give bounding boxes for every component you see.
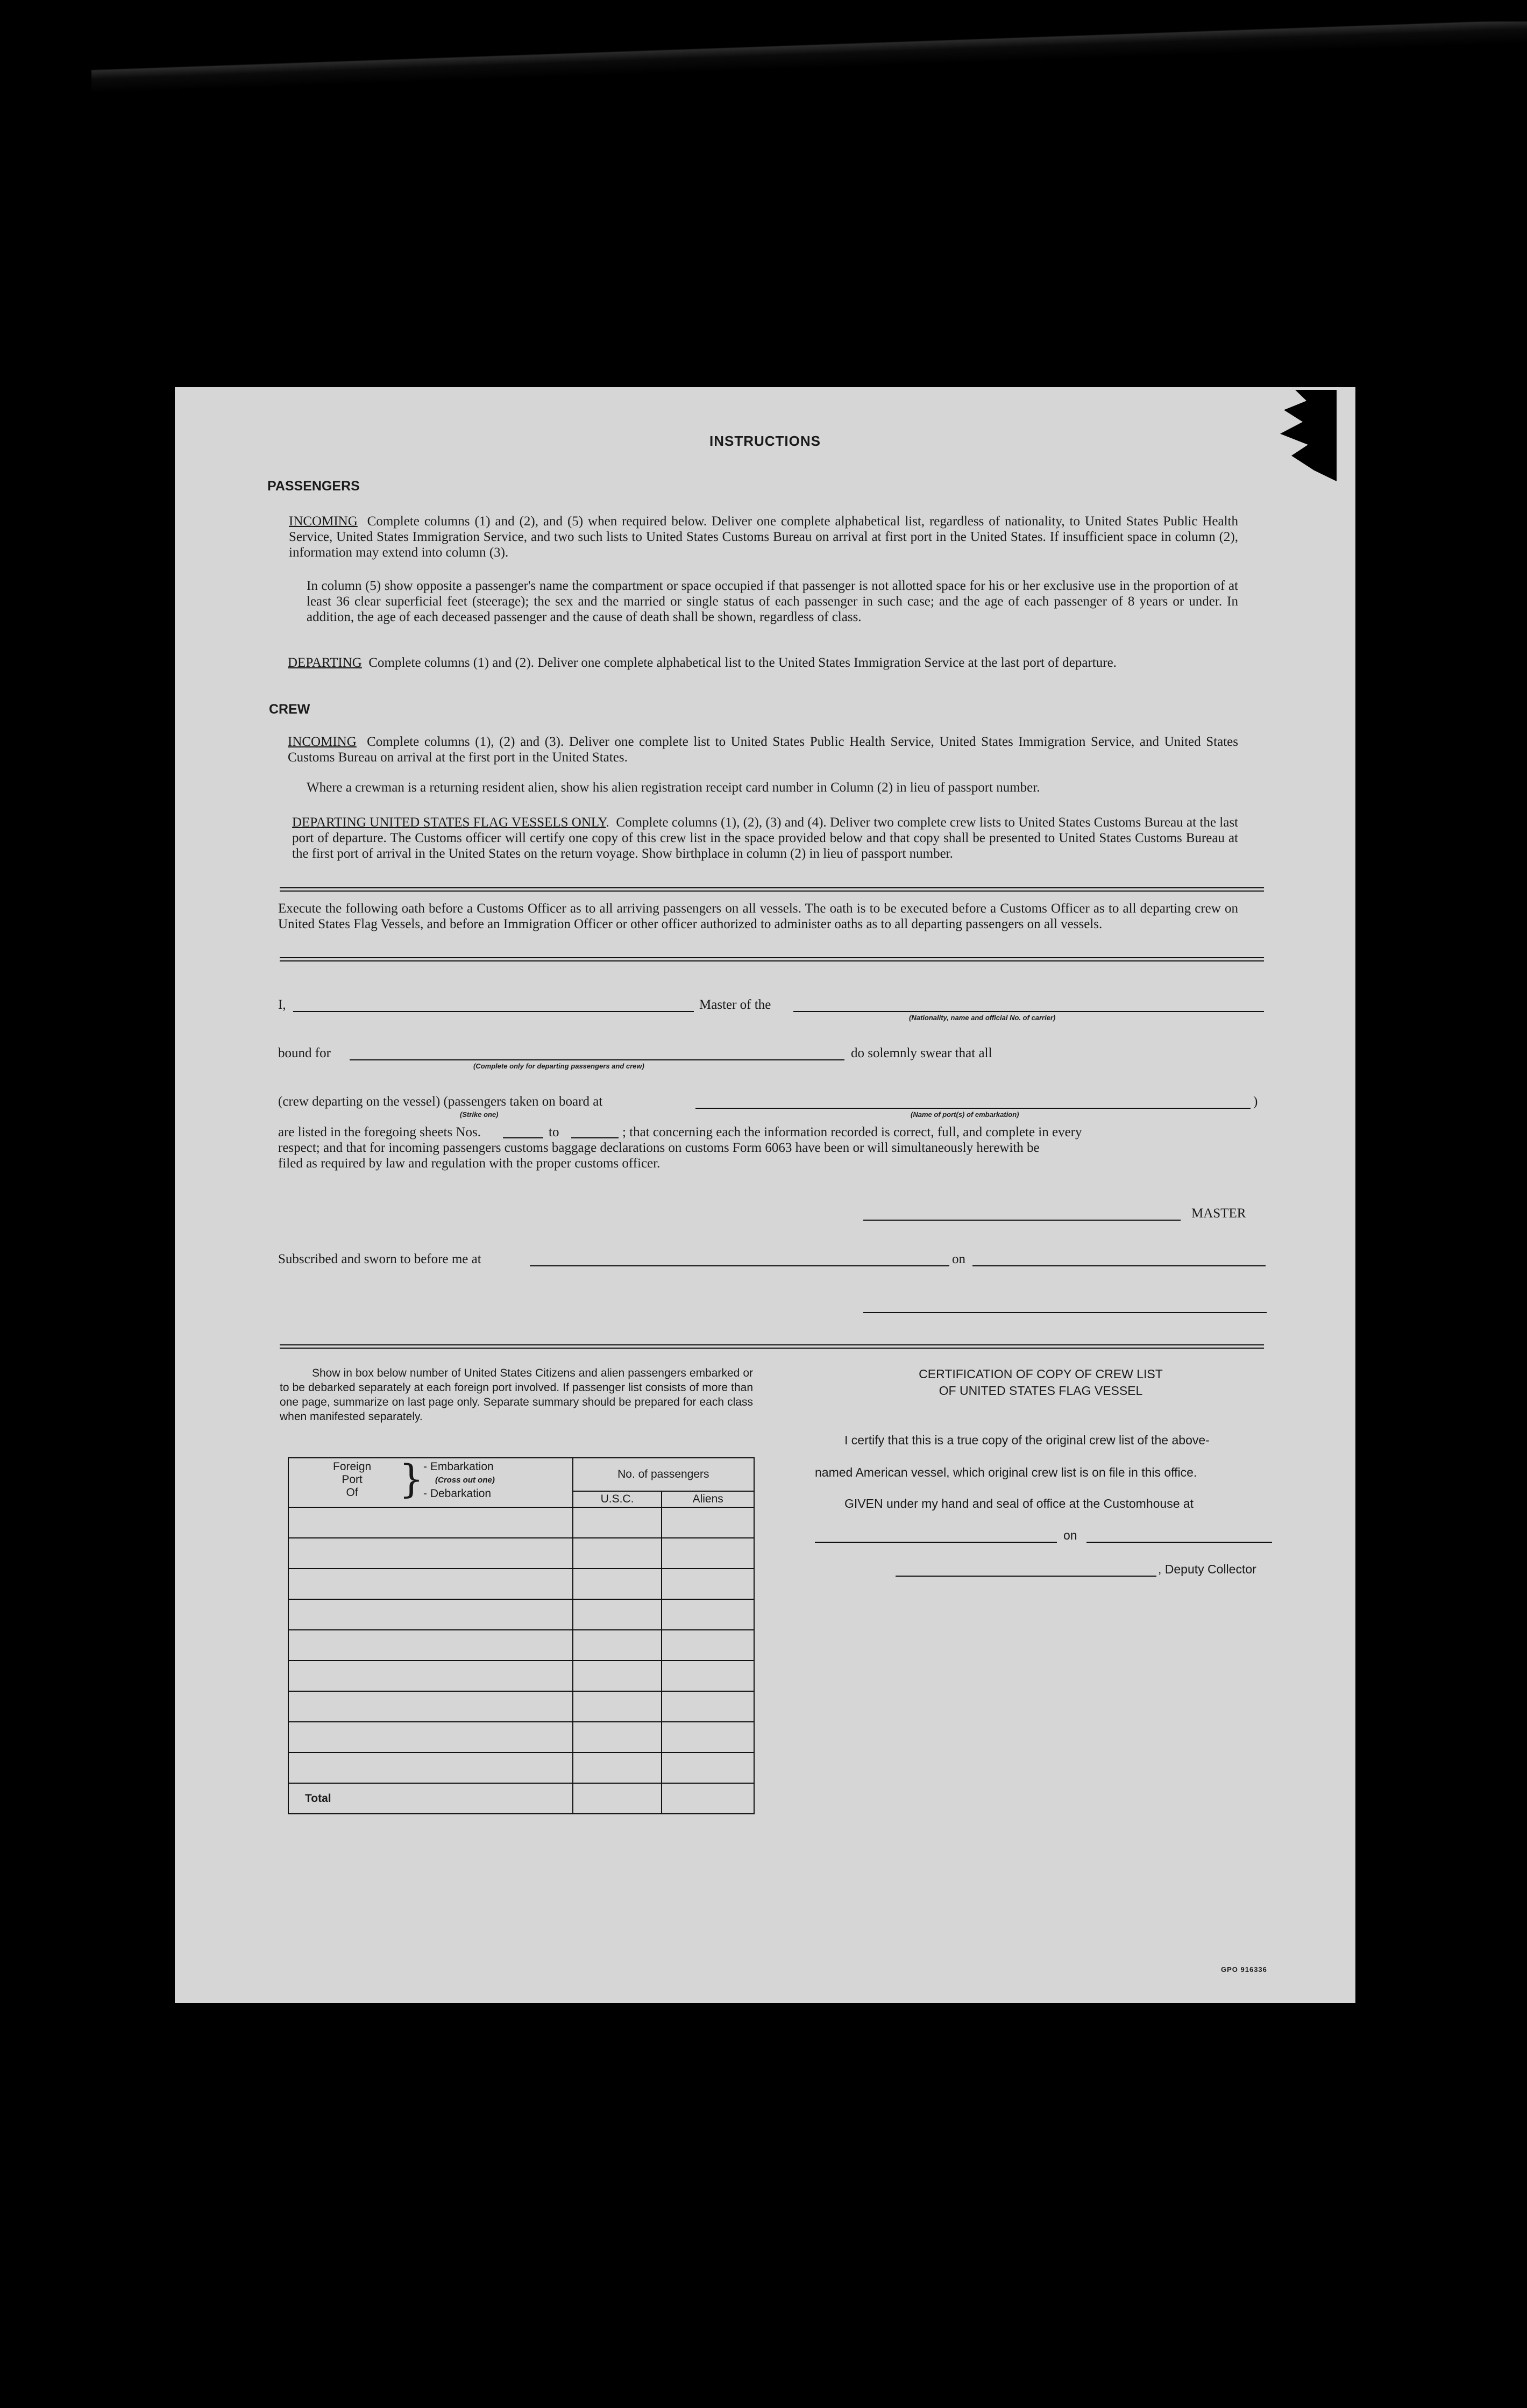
total-usc-cell[interactable]: [573, 1783, 662, 1814]
total-aliens-cell[interactable]: [662, 1783, 754, 1814]
certification-given: GIVEN under my hand and seal of office at the Customhouse at: [844, 1497, 1194, 1511]
port-cell[interactable]: [288, 1630, 573, 1661]
aliens-cell[interactable]: [662, 1599, 754, 1630]
film-edge: [91, 22, 1527, 91]
master-label: MASTER: [1191, 1206, 1246, 1221]
form-page: [175, 387, 1355, 2003]
usc-cell[interactable]: [573, 1507, 662, 1538]
subscribed-label: Subscribed and sworn to before me at: [278, 1252, 481, 1266]
cross-out-label: (Cross out one): [435, 1476, 495, 1485]
usc-cell[interactable]: [573, 1691, 662, 1722]
usc-cell[interactable]: [573, 1630, 662, 1661]
crew-heading: CREW: [269, 702, 310, 717]
port-cell[interactable]: [288, 1752, 573, 1783]
carrier-field[interactable]: [793, 1011, 1264, 1012]
no-passengers-header: No. of passengers: [573, 1458, 754, 1491]
port-cell[interactable]: [288, 1691, 573, 1722]
usc-cell[interactable]: [573, 1569, 662, 1599]
usc-cell[interactable]: [573, 1538, 662, 1569]
usc-cell[interactable]: [573, 1722, 662, 1752]
usc-cell[interactable]: [573, 1661, 662, 1691]
master-name-field[interactable]: [293, 1011, 694, 1012]
port-cell[interactable]: [288, 1538, 573, 1569]
port-cell[interactable]: [288, 1661, 573, 1691]
oath-intro: Execute the following oath before a Customs Officer as to all arriving passengers on all vessels. The oath is to be executed before a Customs Officer as to all departing crew on United States Flag Vessels, and before an Immigration Officer or other officer authorized to administer oaths as to all departing passengers on all vessels.: [278, 901, 1238, 931]
aliens-header: Aliens: [662, 1491, 754, 1507]
subscribed-place-field[interactable]: [530, 1265, 949, 1266]
page-title: INSTRUCTIONS: [709, 433, 821, 449]
crew-incoming-paragraph: [288, 734, 1238, 765]
crew-departing-text: Complete columns (1), (2), (3) and (4). Deliver two complete crew lists to United States Customs Bureau at the last port of departure. The Customs officer will certify one copy of this crew list in the space provided below and that copy shall be presented to United States Customs Bureau at the first port of arrival in the United States on the return voyage. Show birthplace in column (2) in lieu of passport number.: [292, 815, 1238, 861]
crew-incoming-text: Complete columns (1), (2) and (3). Deliver one complete list to United States Public Health Service, United States Immigration Service, and United States Customs Bureau on arrival at the first port in the United States.: [288, 735, 1238, 765]
close-paren: ): [1253, 1094, 1258, 1109]
of-label: Of: [346, 1486, 358, 1499]
passengers-departing-paragraph: [288, 655, 1238, 671]
aliens-cell[interactable]: [662, 1569, 754, 1599]
port-label: Port: [342, 1473, 363, 1486]
foreign-port-of: [333, 1461, 371, 1499]
passengers-incoming-text: Complete columns (1) and (2), and (5) when required below. Deliver one complete alphabetical list, regardless of nationality, to United States Public Health Service, United States Immigration Service, and two such lists to United States Customs Bureau on arrival at first port in the United States. If insufficient space in column (2), information may extend into column (3).: [289, 514, 1239, 560]
passengers-column5-paragraph: In column (5) show opposite a passenger's name the compartment or space occupied if that passenger is not allotted space for his or her exclusive use in the proportion of at least 36 clear superficial feet (steerage); the sex and the married or single status of each passenger in such case; and the age of each passenger of 8 years or under. In addition, the age of each deceased passenger and the cause of death shall be shown, regardless of class.: [307, 579, 1238, 624]
certification-text-1: I certify that this is a true copy of the original crew list of the above-: [844, 1433, 1210, 1447]
summary-instructions: Show in box below number of United States Citizens and alien passengers embarked or to be debarked separately at each foreign port involved. If passenger list consists of more than one page, summarize on last page only. Separate summary should be prepared for each class when manifested separately.: [280, 1367, 753, 1423]
total-label: Total: [288, 1783, 573, 1814]
sheets-from-field[interactable]: [503, 1137, 543, 1138]
master-signature-field[interactable]: [863, 1220, 1181, 1221]
subscribed-on-label: on: [952, 1252, 965, 1266]
passengers-departing-text: Complete columns (1) and (2). Deliver one complete alphabetical list to the United States Immigration Service at the last port of departure.: [368, 656, 1117, 670]
certification-title-2: OF UNITED STATES FLAG VESSEL: [939, 1384, 1143, 1398]
foreign-label: Foreign: [333, 1461, 372, 1473]
oath-i-label: I,: [278, 998, 286, 1012]
strike-caption: (Strike one): [460, 1110, 499, 1118]
carrier-caption: (Nationality, name and official No. of carrier): [909, 1014, 1056, 1022]
aliens-cell[interactable]: [662, 1722, 754, 1752]
officer-signature-field[interactable]: [863, 1312, 1267, 1313]
passenger-summary-table: [288, 1457, 755, 1814]
sheets-to-label: to: [549, 1125, 559, 1139]
passengers-departing-label: DEPARTING: [288, 656, 362, 670]
crew-departing-paragraph: DEPARTING UNITED STATES FLAG VESSELS ONLY. Complete columns (1), (2), (3) and (4). Deliver two complete crew lists to United States Customs Bureau at the last port of departure. The Customs officer will certify one copy of this crew list in the space provided below and that copy shall be presented to United States Customs Bureau at the first port of arrival in the United States on the return voyage. Show birthplace in column (2) in lieu of passport number.: [292, 815, 1238, 861]
sheets-text-2: ; that concerning each the information recorded is correct, full, and complete in every: [622, 1125, 1082, 1139]
passengers-heading: PASSENGERS: [267, 479, 360, 494]
crew-resident-paragraph: Where a crewman is a returning resident alien, show his alien registration receipt card number in Column (2) in lieu of passport number.: [307, 780, 1040, 795]
master-of-label: Master of the: [699, 998, 771, 1012]
port-cell[interactable]: [288, 1569, 573, 1599]
port-cell[interactable]: [288, 1507, 573, 1538]
certification-text-2: named American vessel, which original crew list is on file in this office.: [815, 1465, 1197, 1479]
deputy-signature-field[interactable]: [896, 1576, 1156, 1577]
divider-1: [280, 887, 1264, 892]
usc-header: U.S.C.: [573, 1491, 662, 1507]
usc-cell[interactable]: [573, 1599, 662, 1630]
debarkation-label[interactable]: - Debarkation: [423, 1487, 492, 1500]
crew-passengers-text: (crew departing on the vessel) (passengers taken on board at: [278, 1094, 603, 1109]
embarkation-port-field[interactable]: [695, 1108, 1251, 1109]
aliens-cell[interactable]: [662, 1691, 754, 1722]
bound-for-field[interactable]: [350, 1059, 844, 1060]
sheets-text-4: filed as required by law and regulation with the proper customs officer.: [278, 1156, 660, 1171]
aliens-cell[interactable]: [662, 1661, 754, 1691]
divider-2: [280, 957, 1264, 961]
passengers-incoming-label: INCOMING: [289, 514, 358, 529]
aliens-cell[interactable]: [662, 1538, 754, 1569]
subscribed-date-field[interactable]: [972, 1265, 1266, 1266]
aliens-cell[interactable]: [662, 1630, 754, 1661]
usc-cell[interactable]: [573, 1752, 662, 1783]
gpo-number: GPO 916336: [1221, 1965, 1267, 1974]
customhouse-field[interactable]: [815, 1542, 1057, 1543]
brace-icon: }: [399, 1456, 424, 1501]
foreign-port-header: [288, 1458, 573, 1507]
sheets-to-field[interactable]: [571, 1137, 619, 1138]
sheets-text-1: are listed in the foregoing sheets Nos.: [278, 1125, 481, 1139]
swear-text: do solemnly swear that all: [851, 1046, 992, 1060]
certification-title: [761, 1366, 1320, 1399]
bound-caption: (Complete only for departing passengers and crew): [473, 1062, 644, 1070]
sheets-text-3: respect; and that for incoming passengers customs baggage declarations on customs Form 6063 have been or will simultaneously herewith be: [278, 1141, 1040, 1155]
aliens-cell[interactable]: [662, 1507, 754, 1538]
deputy-collector-label: , Deputy Collector: [1158, 1562, 1256, 1576]
crew-departing-label: DEPARTING UNITED STATES FLAG VESSELS ONLY: [292, 815, 606, 830]
certification-date-field[interactable]: [1086, 1542, 1272, 1543]
divider-3: [280, 1344, 1264, 1349]
port-cell[interactable]: [288, 1599, 573, 1630]
passengers-incoming-paragraph: [289, 514, 1238, 560]
port-cell[interactable]: [288, 1722, 573, 1752]
embarkation-label[interactable]: - Embarkation: [423, 1461, 494, 1473]
certification-title-1: CERTIFICATION OF COPY OF CREW LIST: [919, 1367, 1163, 1381]
bound-for-label: bound for: [278, 1046, 331, 1060]
certification-on-label: on: [1063, 1528, 1077, 1542]
crew-incoming-label: INCOMING: [288, 735, 357, 749]
aliens-cell[interactable]: [662, 1752, 754, 1783]
port-caption: (Name of port(s) of embarkation): [911, 1110, 1019, 1118]
